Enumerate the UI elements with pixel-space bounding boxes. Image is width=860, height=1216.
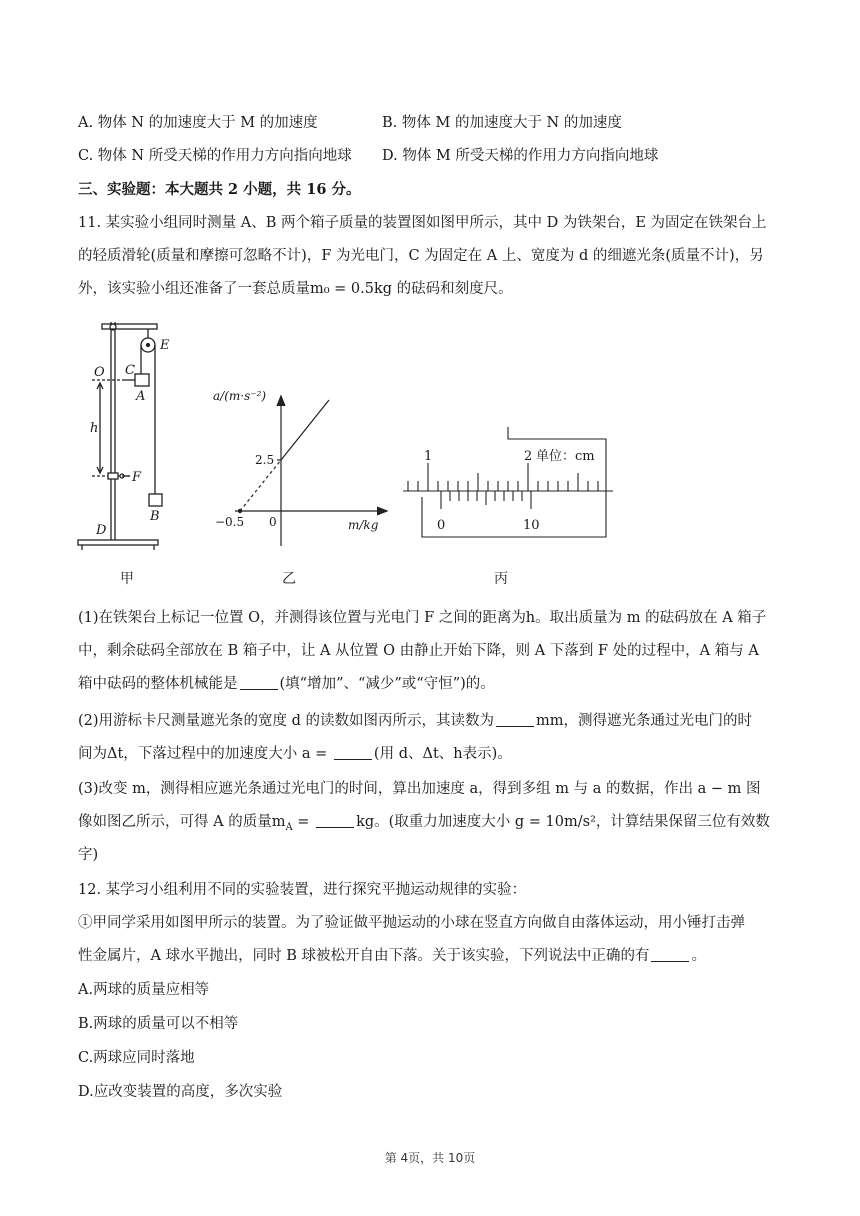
q11-part2-text-b: mm，测得遮光条通过光电门的时 [536, 713, 753, 729]
answer-blank-3[interactable] [334, 745, 372, 760]
q11-part3-line2 [78, 812, 770, 838]
caption-bing: 丙 [494, 571, 508, 587]
q12-option-a: A.两球的质量应相等 [78, 982, 210, 998]
q11-part3-subscript: A [285, 821, 293, 833]
q11-line-1: 11. 某实验小组同时测量 A、B 两个箱子质量的装置图如图甲所示，其中 D 为铁架台，E 为固定在铁架台上 [78, 215, 767, 231]
q11-part2-text-c: 间为Δt，下落过程中的加速度大小 a = [78, 746, 328, 762]
main-label-1: 1 [424, 449, 433, 464]
figure-jia-apparatus [72, 312, 182, 558]
label-f: F [132, 470, 142, 485]
q12-line-2: ①甲同学采用如图甲所示的装置。为了验证做平抛运动的小球在竖直方向做自由落体运动，用小锤打击弹 [78, 915, 745, 931]
q10-option-b: B. 物体 M 的加速度大于 N 的加速度 [382, 115, 622, 131]
graph-xtick-neg: −0.5 [215, 515, 245, 529]
graph-xlabel: m/kg [348, 518, 379, 532]
section-title: 三、实验题：本大题共 2 小题，共 16 分。 [78, 181, 361, 198]
label-c: C [125, 363, 135, 378]
q12-line-1: 12. 某学习小组利用不同的实验装置，进行探究平抛运动规律的实验： [78, 882, 527, 898]
q11-line-2: 的轻质滑轮(质量和摩擦可忽略不计)，F 为光电门，C 为固定在 A 上、宽度为 d 的细遮光条(质量不计)，另 [78, 248, 764, 264]
q11-part2-line2 [78, 744, 512, 764]
answer-blank-4[interactable] [316, 813, 354, 828]
caption-jia: 甲 [120, 571, 134, 587]
q11-part3-line1: (3)改变 m，测得相应遮光条通过光电门的时间，算出加速度 a，得到多组 m 与 a 的数据，作出 a − m 图 [78, 781, 761, 797]
q11-part3-text-b: = [292, 814, 310, 830]
intercept-point [238, 509, 242, 513]
q12-text-b: 。 [691, 948, 706, 964]
answer-blank-5[interactable] [651, 947, 689, 962]
q11-part2-line1 [78, 711, 752, 731]
graph-ytick: 2.5 [255, 453, 275, 467]
caption-yi: 乙 [282, 571, 296, 587]
vernier-label-0: 0 [437, 518, 446, 533]
label-h: h [90, 421, 99, 436]
q11-part1-line2: 中，剩余砝码全部放在 B 箱子中，让 A 从位置 O 由静止开始下降，则 A 下落到 F 处的过程中，A 箱与 A [78, 643, 759, 659]
q11-part1-text-b: (填“增加”、“减少”或“守恒”)的。 [279, 676, 495, 692]
q12-option-b: B.两球的质量可以不相等 [78, 1016, 239, 1032]
figure-bing-vernier [398, 425, 618, 543]
unit-label: 单位：cm [536, 449, 595, 464]
answer-blank-1[interactable] [240, 675, 278, 690]
graph-origin: 0 [269, 515, 277, 529]
figure-yi-graph [205, 380, 395, 550]
q11-part1-line1: (1)在铁架台上标记一位置 O，并测得该位置与光电门 F 之间的距离为h。取出质量为 m 的砝码放在 A 箱子 [78, 610, 767, 626]
q12-option-d: D.应改变装置的高度，多次实验 [78, 1084, 283, 1100]
q11-part3-text-a: 像如图乙所示，可得 A 的质量m [78, 814, 286, 830]
q11-part1-line3 [78, 674, 495, 694]
q12-option-c: C.两球应同时落地 [78, 1050, 195, 1066]
label-a: A [136, 389, 146, 404]
label-b: B [150, 509, 160, 524]
q11-part2-text-d: (用 d、Δt、h表示)。 [373, 746, 512, 762]
q11-line-3: 外，该实验小组还准备了一套总质量m₀ = 0.5kg 的砝码和刻度尺。 [78, 281, 513, 297]
q11-part3-line3: 字) [78, 847, 99, 863]
answer-blank-2[interactable] [496, 712, 534, 727]
q10-option-d: D. 物体 M 所受天梯的作用力方向指向地球 [382, 148, 659, 164]
q11-part1-text-a: 箱中砝码的整体机械能是 [78, 676, 238, 692]
page-footer: 第 4页，共 10页 [384, 1151, 476, 1165]
q11-part2-text-a: (2)用游标卡尺测量遮光条的宽度 d 的读数如图丙所示，其读数为 [78, 713, 495, 729]
q12-text-a: 性金属片，A 球水平抛出，同时 B 球被松开自由下落。关于该实验，下列说法中正确的有 [78, 948, 650, 964]
main-label-2: 2 [524, 449, 533, 464]
q12-line-3 [78, 946, 706, 966]
q11-part3-text-c: kg。(取重力加速度大小 g = 10m/s²，计算结果保留三位有效数 [356, 814, 770, 830]
label-e: E [160, 338, 170, 353]
label-d: D [96, 523, 107, 538]
q10-option-c: C. 物体 N 所受天梯的作用力方向指向地球 [78, 148, 352, 164]
vernier-label-10: 10 [523, 518, 540, 533]
graph-ylabel: a/(m·s⁻²) [213, 389, 267, 403]
label-o: O [94, 365, 105, 380]
q10-option-a: A. 物体 N 的加速度大于 M 的加速度 [78, 115, 318, 131]
